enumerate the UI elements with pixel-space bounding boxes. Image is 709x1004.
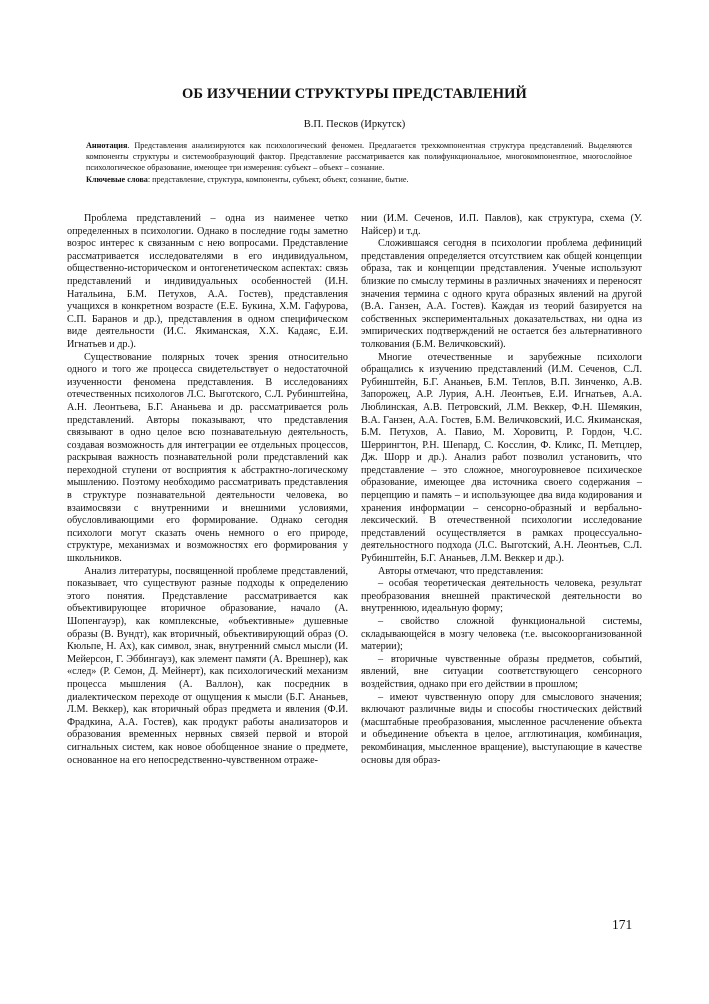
right-text-column — [361, 213, 642, 767]
list-item: – вторичные чувственные образы предметов, событий, явлений, вне ситуации соответствующего сенсорного воздействия, однако при его действии в прошлом; — [361, 653, 642, 690]
keywords-text: : представление, структура, компоненты, субъект, объект, сознание, бытие. — [147, 174, 409, 184]
article-title: ОБ ИЗУЧЕНИИ СТРУКТУРЫ ПРЕДСТАВЛЕНИЙ — [182, 86, 527, 102]
body-paragraph: Существование полярных точек зрения относительно одного и того же процесса свидетельствует о недостаточной изученности феномена представления. В исследованиях отечественных психологов Л.С. Выготского, С.Л. Рубинштейна, А.Н. Леонтьева, Б.Г. Ананьева и др. рассматривается роль представлений. Авторы показывают, что представления связывают в одно целое всю познавательную деятельность, создавая возможность для интеграции ее отдельных процессов, раскрывая важность познавательной роли представлений как переходной ступени от восприятия к абстрактно-логическому мышлению. Поэтому необходимо рассматривать представления в структуре познавательной деятельности человека, во взаимосвязи с внутренними и внешними условиями, обусловливающими его формирование. Однако сегодня психологи могут сказать очень немного о его природе, структуре, механизмах и возможностях его формирования у школьников. — [67, 351, 348, 565]
abstract-text: . Представления анализируются как психологический феномен. Предлагается трехкомпонентная структура представлений. Выделяются компоненты структуры и системообразующий фактор. Представление рассматривается как полифункциональное, многокомпонентное, многослойное психологическое образование, имеющее три измерения: субъект – объект – сознание. — [86, 141, 632, 173]
abstract-block — [86, 140, 632, 185]
list-item: – свойство сложной функциональной системы, складывающейся в мозгу человека (т.е. высокоорганизованной материи); — [361, 616, 642, 653]
body-paragraph: Сложившаяся сегодня в психологии проблема дефиниций представления определяется отсутствием как общей концепции образа, так и концепции представления. Ученые используют близкие по смыслу термины в различных значениях и переносят значения термина с одного круга образных явлений на другой (В.А. Ганзен, А.А. Гостев). Каждая из теорий базируется на собственных экспериментальных доказательствах, ни одна из эмпирических подтверждений не остается без альтернативного толкования (Б.М. Величковский). — [361, 238, 642, 350]
keywords-label: Ключевые слова — [86, 174, 148, 184]
body-paragraph: Авторы отмечают, что представления: — [378, 565, 544, 577]
list-item: – особая теоретическая деятельность человека, результат преобразования внешней практической деятельности во внутреннюю, идеальную форму; — [361, 578, 642, 615]
body-paragraph: Многие отечественные и зарубежные психологи обращались к изучению представлений (И.М. Сеченов, С.Л. Рубинштейн, Б.Г. Ананьев, Б.М. Теплов, В.П. Зинченко, А.В. Запорожец, А.Р. Лурия, А.Н. Леонтьев, Е.И. Игнатьев, А.А. Люблинская, А.В. Петровский, Л.М. Веккер, Ф.Н. Шемякин, В.А. Ганзен, А.А. Гостев, Б.М. Величковский, И.С. Якиманская, Б.М. Петухов, А. Павио, М. Хоровитц, Р. Гордон, Ч.С. Шеррингтон, Р.Н. Шепард, С. Косслин, Ф. Кликс, П. Метцлер, Дж. Шорр и др.). Анализ работ позволил установить, что представление – это сложное, многоуровневое психическое образование, имеющее два источника своего содержания – перцепцию и память – и использующее два вида кодирования и хранения информации – сенсорно-образный и вербально-лексический. В отечественной психологии исследование представлений осуществляется в рамках процессуально-деятельностного подхода (Л.С. Выготский, А.Н. Леонтьев, С.Л. Рубинштейн, Б.Г. Ананьев, Л.М. Веккер и др.). — [361, 351, 642, 565]
body-paragraph: Анализ литературы, посвященной проблеме представлений, показывает, что существуют разные подходы к определению этого понятия. Представление рассматривается как объективирующее вторичное образование, начало (А. Шопенгауэр), как комплексные, «объективные» душевные образы (В. Вундт), как вторичный, объективирующий образ (О. Кюльпе, Н. Ах), как символ, знак, внутренний смысл мысли (И. Мейерсон, Г. Эббингауз), как элемент памяти (А. Врешнер), как «след» (Р. Семон, Д. Мейнерт), как психологический механизм процесса мышления (А. Валлон), как посредник в диалектическом переходе от ощущения к мысли (Б.Г. Ананьев, Л.М. Веккер), как вторичный образ предмета и явления (Ф.И. Фрадкина, А.А. Гостев), как продукт работы анализаторов и образования временных нервных связей первой и второй сигнальных систем, как новое обобщенное знание о предмете, основанное на его непосредственно-чувственном отраже- — [67, 565, 348, 766]
body-paragraph: нии (И.М. Сеченов, И.П. Павлов), как структура, схема (У. Найсер) и т.д. — [361, 213, 642, 237]
abstract-label: Аннотация — [86, 141, 128, 150]
article-author: В.П. Песков (Иркутск) — [303, 119, 406, 130]
list-item: – имеют чувственную опору для смыслового значения; включают различные виды и способы гностических действий (масштабные преобразования, мысленное расчленение объекта и объединение объекта в целое, агглютинация, комбинация, рекомбинация, мысленное вращение), выступающие в качестве основы для образ- — [361, 691, 642, 766]
left-text-column — [67, 213, 348, 767]
keywords-paragraph — [86, 174, 632, 185]
abstract-paragraph — [86, 140, 632, 174]
page-number: 171 — [612, 917, 633, 932]
body-paragraph: Проблема представлений – одна из наименее четко определенных в психологии. Однако в последние годы заметно возрос интерес к связанным с нею вопросами. Представление рассматривается исследователями в его индивидуальном, общественно-историческом и онтогенетическом аспектах: связь представлений и индивидуальных особенностей (И.Н. Натальина, Б.М. Петухов, А.А. Гостев), представления учащихся в конкретном возрасте (Е.Е. Букина, Х.М. Гафурова, С.П. Баранов и др.), представления в одном специфическом виде деятельности (И.С. Якиманская, Х.Х. Кадаяс, Е.И. Игнатьев и др.). — [67, 213, 348, 350]
